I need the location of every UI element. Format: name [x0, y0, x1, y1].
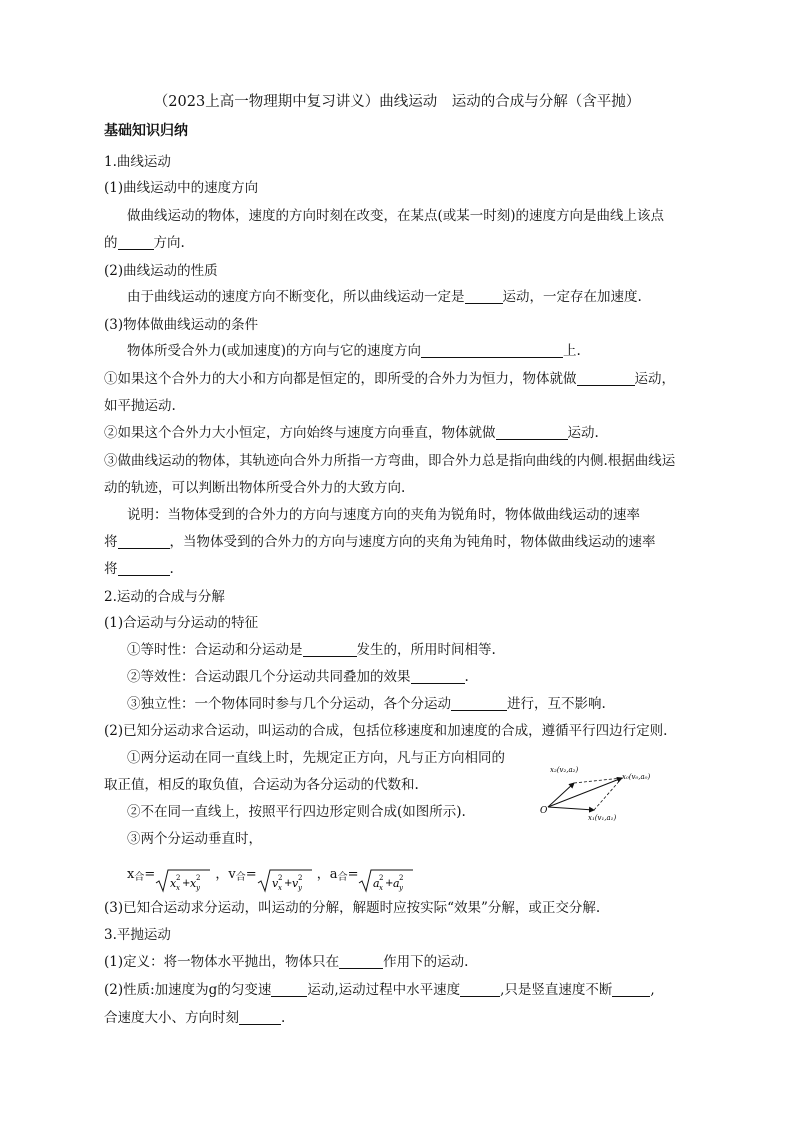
svg-text:2: 2	[399, 873, 404, 882]
s1-p3-text: 物体所受合外力(或加速度)的方向与它的速度方向 上.	[127, 343, 581, 359]
s1-sub1: (1)曲线运动中的速度方向	[104, 180, 259, 196]
s2-rule1: ①两分运动在同一直线上时，先规定正方向，凡与正方向相同的	[127, 750, 505, 766]
label-2: x₂(v₂,a₂)	[550, 766, 579, 774]
s1-note-cont: 将 ，当物体受到的合外力的方向与速度方向的夹角为钝角时，物体做曲线运动的速率	[104, 534, 656, 550]
s2-sub1: (1)合运动与分运动的特征	[104, 615, 259, 631]
fill-blank[interactable]	[577, 371, 635, 386]
s2-rule3: ③两个分运动垂直时，	[127, 831, 262, 847]
s1-item2: ②如果这个合外力大小恒定，方向始终与速度方向垂直，物体就做 运动.	[104, 425, 599, 441]
vector-2	[548, 807, 594, 810]
svg-text:+: +	[283, 877, 293, 889]
sqrt-a	[358, 868, 414, 894]
fill-blank[interactable]	[118, 561, 170, 576]
svg-text:2: 2	[277, 873, 283, 882]
svg-text:+: +	[182, 877, 191, 889]
fill-blank[interactable]	[421, 343, 563, 358]
fill-blank[interactable]	[118, 534, 170, 549]
s3-property-cont: 合速度大小、方向时刻 .	[104, 1010, 286, 1026]
fill-blank[interactable]	[451, 696, 507, 711]
s2-feature2: ②等效性：合运动跟几个分运动共同叠加的效果 .	[127, 669, 469, 685]
svg-text:y: y	[399, 883, 404, 892]
svg-text:x: x	[277, 883, 282, 892]
s3-definition: (1)定义：将一物体水平抛出，物体只在 作用下的运动.	[104, 954, 469, 970]
formula-line: $x_合=$ x x 2 + x y 2 ，$v_合=$ v x 2 + v y 2 ，$a_合=$ a x 2 + a y 2	[127, 864, 414, 894]
s1-note: 说明：当物体受到的合外力的方向与速度方向的夹角为锐角时，物体做曲线运动的速率	[127, 507, 640, 523]
svg-text:2: 2	[297, 873, 303, 882]
svg-text:2: 2	[176, 873, 181, 882]
fill-blank[interactable]	[496, 425, 568, 440]
s1-p1-cont: 的 方向.	[104, 235, 185, 251]
s2-sub2: (2)已知分运动求合运动，叫运动的合成，包括位移速度和加速度的合成，遵循平行四边行定则.	[104, 723, 668, 739]
section-2-title: 2.运动的合成与分解	[104, 589, 225, 605]
s1-note-end: 将 .	[104, 561, 174, 577]
label-1: x₁(v₁,a₁)	[588, 814, 617, 822]
s1-p1-text: 做曲线运动的物体，速度的方向时刻在改变，在某点(或某一时刻)的速度方向是曲线上该点	[127, 208, 665, 224]
fill-blank[interactable]	[339, 954, 383, 969]
s3-property: (2)性质:加速度为g的匀变速 运动,运动过程中水平速度 ,只是竖直速度不断 ,	[104, 982, 655, 998]
s1-item3: ③做曲线运动的物体，其轨迹向合外力所指一方弯曲，即合外力总是指向曲线的内侧.根据曲线运	[104, 453, 676, 469]
page-title: （2023上高一物理期中复习讲义）曲线运动 运动的合成与分解（含平抛）	[153, 94, 641, 110]
s1-sub2: (2)曲线运动的性质	[104, 263, 218, 279]
s2-feature1: ①等时性：合运动和分运动是 发生的，所用时间相等.	[127, 642, 496, 658]
svg-text:a: a	[393, 876, 401, 890]
svg-text:x: x	[190, 876, 197, 890]
s1-item3-cont: 动的轨迹，可以判断出物体所受合外力的大致方向.	[104, 480, 406, 496]
vector-1	[548, 783, 574, 807]
svg-text:a: a	[373, 876, 381, 890]
s1-item1-cont: 如平抛运动.	[104, 398, 176, 414]
section-1-title: 1.曲线运动	[104, 154, 171, 170]
svg-text:x: x	[176, 883, 181, 892]
sqrt-x	[155, 868, 211, 894]
svg-text:2: 2	[379, 873, 384, 882]
s2-rule2: ②不在同一直线上，按照平行四边形定则合成(如图所示).	[127, 804, 466, 820]
svg-text:x: x	[379, 883, 384, 892]
origin-label: O	[540, 806, 548, 816]
s2-rule1-cont: 取正值，相反的取负值，合运动为各分运动的代数和.	[104, 777, 419, 793]
fill-blank[interactable]	[460, 982, 500, 997]
x-combined: $x_合=$	[127, 867, 156, 883]
fill-blank[interactable]	[239, 1010, 281, 1025]
s1-sub3: (3)物体做曲线运动的条件	[104, 317, 259, 333]
vector-resultant	[548, 778, 622, 807]
fill-blank[interactable]	[612, 982, 650, 997]
label-0: x₀(v₀,a₀)	[622, 773, 651, 781]
svg-text:+: +	[385, 877, 394, 889]
svg-text:2: 2	[196, 873, 201, 882]
svg-text:x: x	[170, 876, 177, 890]
svg-text:v: v	[271, 876, 278, 890]
svg-text:y: y	[297, 883, 302, 892]
section-3-title: 3.平抛运动	[104, 927, 171, 943]
fill-blank[interactable]	[411, 669, 465, 684]
sqrt-v	[257, 868, 313, 894]
s1-p2-text: 由于曲线运动的速度方向不断变化，所以曲线运动一定是 运动，一定存在加速度.	[127, 289, 642, 305]
fill-blank[interactable]	[271, 982, 307, 997]
s2-sub3: (3)已知合运动求分运动，叫运动的分解，解题时应按实际“效果”分解，或正交分解.	[104, 900, 601, 916]
fill-blank[interactable]	[465, 289, 503, 304]
s1-item1: ①如果这个合外力的大小和方向都是恒定的，即所受的合外力为恒力，物体就做 运动，	[104, 371, 675, 387]
fill-blank[interactable]	[303, 642, 357, 657]
fill-blank[interactable]	[118, 235, 154, 250]
s2-feature3: ③独立性：一个物体同时参与几个分运动，各个分运动 进行，互不影响.	[127, 696, 606, 712]
parallelogram-diagram	[536, 760, 666, 830]
svg-text:v: v	[291, 876, 298, 890]
svg-text:y: y	[196, 883, 201, 892]
section-heading: 基础知识归纳	[104, 123, 188, 139]
